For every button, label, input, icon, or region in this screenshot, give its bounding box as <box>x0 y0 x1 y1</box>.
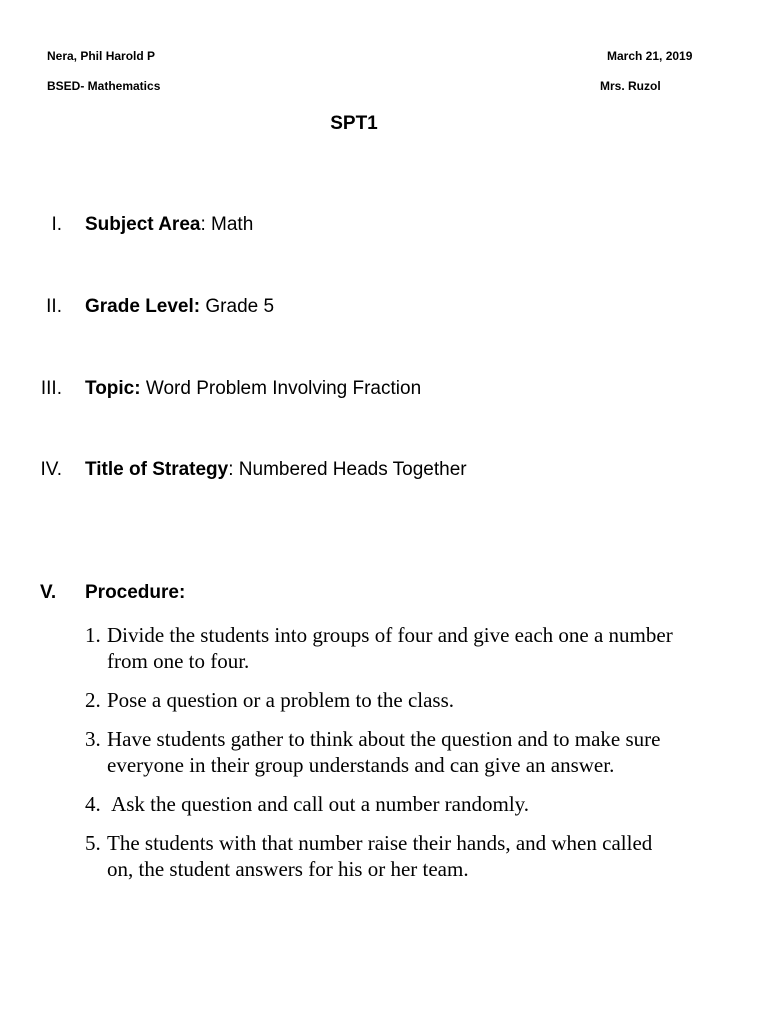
step-number: 2. <box>85 688 101 712</box>
step-text: Pose a question or a problem to the class. <box>107 688 455 712</box>
item-value: Math <box>211 214 254 235</box>
item-label: Topic: <box>85 378 141 399</box>
item-number: IV. <box>40 459 62 480</box>
item-label: Subject Area <box>85 214 201 235</box>
item-number: II. <box>46 296 62 317</box>
step-text: Ask the question and call out a number randomly. <box>107 792 530 816</box>
step-text: The students with that number raise their hands, and when called <box>107 831 653 855</box>
step-number: 1. <box>85 623 101 647</box>
step-text-continued: on, the student answers for his or her team. <box>107 857 469 881</box>
item-separator: : <box>228 459 239 480</box>
procedure-number: V. <box>40 582 57 603</box>
item-number: III. <box>40 378 62 399</box>
step-number: 4. <box>85 792 101 816</box>
step-text: Divide the students into groups of four and give each one a number <box>107 623 673 647</box>
item-number: I. <box>51 214 62 235</box>
procedure-step <box>85 687 735 713</box>
item-label: Grade Level: <box>85 296 201 317</box>
item-value: Numbered Heads Together <box>238 459 467 480</box>
document-date: March 21, 2019 <box>607 49 693 63</box>
step-number: 5. <box>85 831 101 855</box>
item-value: Word Problem Involving Fraction <box>145 378 422 399</box>
procedure-step <box>85 830 735 882</box>
course-name: BSED- Mathematics <box>47 79 161 93</box>
item-value: Grade 5 <box>205 296 275 317</box>
document-title: SPT1 <box>330 113 378 134</box>
step-number: 3. <box>85 727 101 751</box>
step-text: Have students gather to think about the question and to make sure <box>107 727 661 751</box>
item-separator: : <box>200 214 212 235</box>
procedure-heading: Procedure: <box>85 582 186 603</box>
instructor-name: Mrs. Ruzol <box>600 79 661 93</box>
step-text-continued: from one to four. <box>107 649 250 673</box>
procedure-step <box>85 622 735 674</box>
student-name: Nera, Phil Harold P <box>47 49 156 63</box>
step-text-continued: everyone in their group understands and can give an answer. <box>107 753 615 777</box>
procedure-step <box>85 726 735 778</box>
item-label: Title of Strategy <box>85 459 229 480</box>
procedure-step <box>85 791 735 817</box>
